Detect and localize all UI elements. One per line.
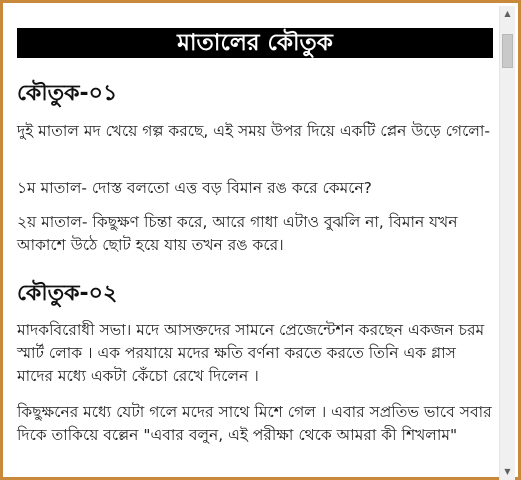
page-title: মাতালের কৌতুক bbox=[17, 28, 493, 58]
vertical-scrollbar[interactable] bbox=[499, 6, 515, 480]
joke-1-paragraph-3: ২য় মাতাল- কিছুক্ষণ চিন্তা করে, আরে গাধা এটাও বুঝলি না, বিমান যখন আকাশে উঠে ছোট হয়ে যায় তখন রঙ করে। bbox=[17, 213, 458, 254]
content-area bbox=[8, 8, 502, 478]
joke-heading-1: কৌতুক-০১ bbox=[17, 81, 118, 106]
scroll-up-arrow-icon[interactable]: ▲ bbox=[504, 9, 511, 18]
joke-1-paragraph-1: দুই মাতাল মদ খেয়ে গল্প করছে, এই সময় উপর দিয়ে একটি প্লেন উড়ে গেলো- bbox=[17, 122, 490, 140]
joke-2-paragraph-1: মাদকবিরোধী সভা। মদে আসক্তদের সামনে প্রেজেন্টেশন করছেন একজন চরম স্মার্ট লোক । এক পরযায়ে মদের ক্ষতি বর্ণনা করতে করতে তিনি এক গ্লাস মাদের মধ্যে একটা কেঁচো রেখে দিলেন । bbox=[17, 321, 485, 385]
scrollbar-thumb[interactable] bbox=[502, 34, 513, 68]
joke-2-paragraph-2: কিছুক্ষনের মধ্যে যেটা গলে মদের সাথে মিশে গেল । এবার সপ্রতিভ ভাবে সবার দিকে তাকিয়ে বল্লেন "এবার বলুন, এই পরীক্ষা থেকে আমরা কী শিখলাম" bbox=[17, 403, 492, 444]
joke-heading-2: কৌতুক-০২ bbox=[17, 281, 118, 306]
joke-1-paragraph-2: ১ম মাতাল- দোস্ত বলতো এত্ত বড় বিমান রঙ করে কেমনে? bbox=[17, 179, 372, 197]
scroll-down-arrow-icon[interactable]: ▼ bbox=[504, 467, 511, 476]
